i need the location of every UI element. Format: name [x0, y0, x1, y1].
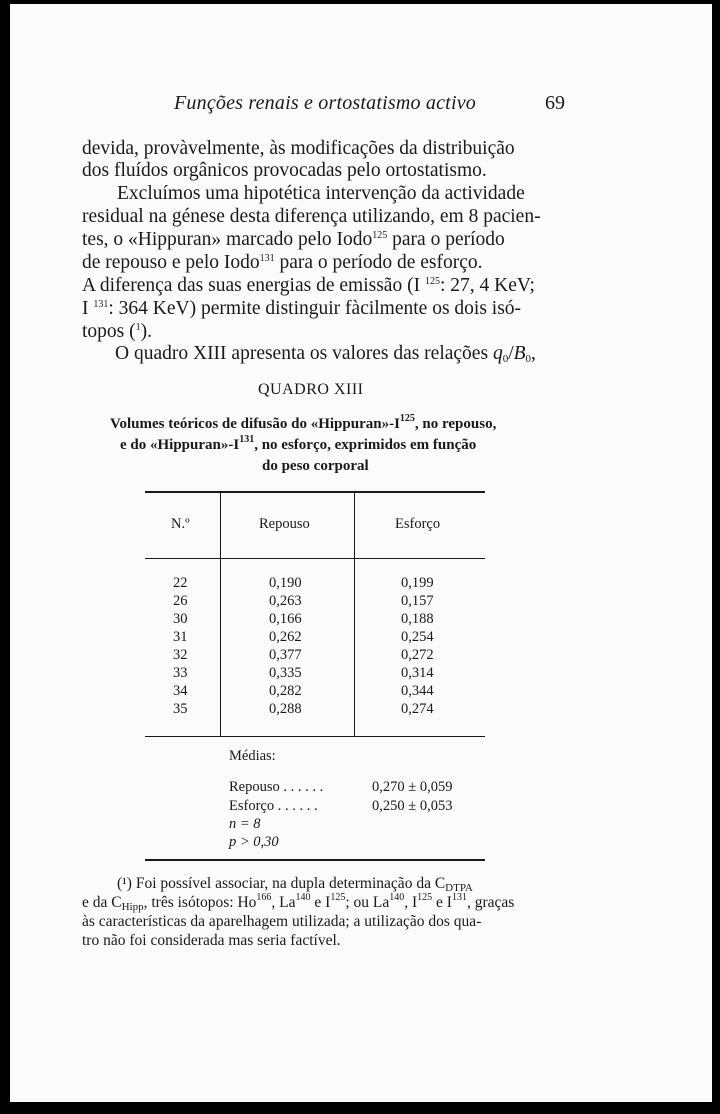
table-end-rule	[145, 859, 485, 861]
summary-repouso-label: Repouso . . . . . .	[229, 779, 324, 795]
table-column-divider	[354, 493, 355, 736]
table-caption: Volumes teóricos de difusão do «$Hippuran»-I^{125}$, no repouso,	[110, 413, 497, 432]
table-cell-esforco: 0,274	[401, 701, 434, 717]
table-cell-numero: 34	[173, 683, 188, 699]
footnote-line: às características da aparelhagem utilizada; a utilização dos qua-	[82, 913, 482, 930]
summary-esforco-label: Esforço . . . . . .	[229, 798, 318, 814]
footnote-line: tro não foi considerada mas seria factível.	[82, 932, 341, 949]
table-cell-numero: 30	[173, 611, 188, 627]
table-cell-repouso: 0,263	[269, 593, 302, 609]
body-line: tes, o «Hippuran» marcado pelo Iodo$^{125}$ para o período	[82, 229, 505, 250]
table-bottom-rule	[145, 736, 485, 737]
table-caption: do peso corporal	[262, 458, 369, 474]
table-cell-esforco: 0,254	[401, 629, 434, 645]
body-line: A diferença das suas energias de emissão (I $^{125}$: 27, 4 KeV;	[82, 275, 535, 296]
table-cell-numero: 22	[173, 575, 188, 591]
table-cell-repouso: 0,335	[269, 665, 302, 681]
table-column-divider	[220, 493, 221, 736]
page-number: 69	[545, 92, 565, 114]
table-cell-esforco: 0,188	[401, 611, 434, 627]
summary-esforco-value: 0,250 ± 0,053	[372, 798, 453, 814]
table-header-repouso: Repouso	[259, 516, 310, 532]
table-cell-repouso: 0,190	[269, 575, 302, 591]
table-cell-repouso: 0,166	[269, 611, 302, 627]
table-cell-numero: 26	[173, 593, 188, 609]
table-cell-numero: 31	[173, 629, 188, 645]
table-cell-repouso: 0,377	[269, 647, 302, 663]
summary-heading: Médias:	[229, 748, 276, 764]
table-cell-esforco: 0,344	[401, 683, 434, 699]
table-caption: e do «$Hippuran»-I^{131}$, no esforço, exprimidos em função	[120, 434, 477, 453]
table-cell-repouso: 0,288	[269, 701, 302, 717]
body-line: topos ($^1$).	[82, 321, 152, 342]
table-cell-numero: 33	[173, 665, 188, 681]
table-header-numero: N.º	[171, 516, 190, 532]
body-line: residual na génese desta diferença utilizando, em 8 pacien-	[82, 206, 541, 227]
body-line: Excluímos uma hipotética intervenção da actividade	[117, 183, 525, 204]
table-header-rule	[145, 558, 485, 559]
page	[10, 4, 712, 1102]
table-cell-esforco: 0,157	[401, 593, 434, 609]
table-cell-repouso: 0,262	[269, 629, 302, 645]
table-cell-esforco: 0,314	[401, 665, 434, 681]
body-line: I $^{131}$: 364 KeV) permite distinguir fàcilmente os dois isó-	[82, 298, 522, 319]
footnote-line: e da $C_{Hipp}$, três isótopos: Ho$^{166}$, La$^{140}$ e $I^{125}$; ou La$^{140}$, $I^{125}$ e $I^{131}$, graças	[82, 892, 515, 913]
table-top-rule	[145, 491, 485, 493]
table-header-esforco: Esforço	[395, 516, 441, 532]
footnote-mark: (¹)	[117, 875, 132, 892]
summary-n: n = 8	[229, 816, 261, 832]
summary-p: p > 0,30	[229, 834, 279, 850]
table-title: QUADRO XIII	[258, 381, 364, 398]
running-header-title: Funções renais e ortostatismo activo	[174, 92, 476, 114]
body-line: devida, provàvelmente, às modificações da distribuição	[82, 138, 515, 159]
body-line: de repouso e pelo Iodo$^{131}$ para o período de esforço.	[82, 252, 483, 273]
table-cell-numero: 32	[173, 647, 188, 663]
summary-repouso-value: 0,270 ± 0,059	[372, 779, 453, 795]
body-line: O quadro XIII apresenta os valores das relações $q_0/B_0$,	[115, 343, 536, 365]
table-cell-numero: 35	[173, 701, 188, 717]
table-cell-esforco: 0,272	[401, 647, 434, 663]
table-cell-esforco: 0,199	[401, 575, 434, 591]
table-cell-repouso: 0,282	[269, 683, 302, 699]
body-line: dos fluídos orgânicos provocadas pelo ortostatismo.	[82, 160, 487, 181]
footnote-line: (¹) Foi possível associar, na dupla determinação da $C_{DTPA}$	[117, 875, 473, 894]
